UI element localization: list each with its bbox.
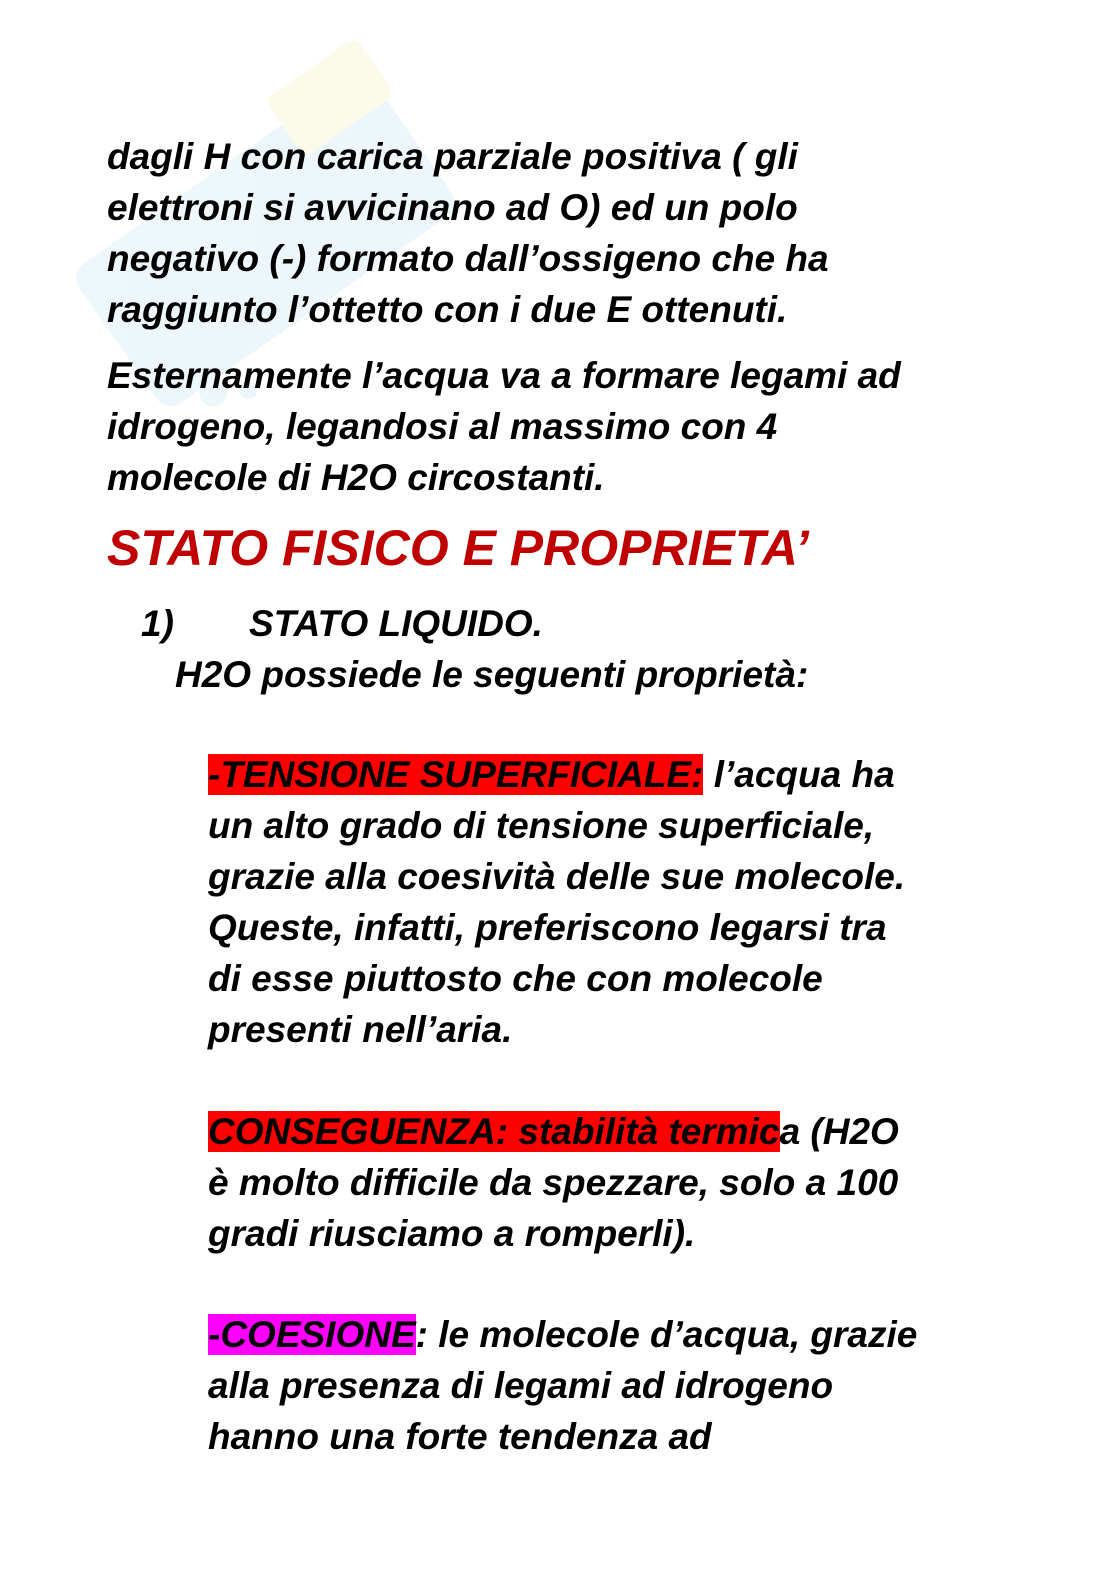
surface-tension-line: presenti nell’aria. xyxy=(208,1009,513,1050)
surface-tension-block xyxy=(208,749,1068,1055)
consequence-line-rest: a (H2O xyxy=(779,1111,899,1152)
surface-tension-line: un alto grado di tensione superficiale, xyxy=(208,805,875,846)
cohesion-first-line xyxy=(208,1309,1068,1360)
cohesion-line: hanno una forte tendenza ad xyxy=(208,1416,712,1457)
consequence-first-line xyxy=(208,1106,1068,1157)
consequence-line: è molto difficile da spezzare, solo a 100 xyxy=(208,1162,899,1203)
cohesion-block xyxy=(208,1309,1068,1462)
surface-tension-line: Queste, infatti, preferiscono legarsi tra xyxy=(208,907,887,948)
surface-tension-line: grazie alla coesività delle sue molecole. xyxy=(208,856,906,897)
list-number: 1) xyxy=(141,603,174,644)
surface-tension-line-rest: l’acqua ha xyxy=(703,754,895,795)
list-title: STATO LIQUIDO. xyxy=(249,603,543,644)
consequence-line: gradi riusciamo a romperli). xyxy=(208,1213,696,1254)
consequence-block xyxy=(208,1106,1068,1259)
paragraph-dipole: dagli H con carica parziale positiva ( gli elettroni si avvicinano ad O) ed un polo negativo (-) formato dall’ossigeno che ha raggiunto l’ottetto con i due E ottenuti. xyxy=(107,136,829,330)
cohesion-line: alla presenza di legami ad idrogeno xyxy=(208,1365,834,1406)
surface-tension-line: di esse piuttosto che con molecole xyxy=(208,958,823,999)
consequence-term: CONSEGUENZA: stabilità termic xyxy=(208,1111,780,1152)
properties-intro: H2O possiede le seguenti proprietà: xyxy=(175,654,809,695)
cohesion-line-rest: : le molecole d’acqua, grazie xyxy=(415,1314,918,1355)
cohesion-term: -COESIONE xyxy=(208,1314,416,1355)
section-heading: STATO FISICO E PROPRIETA’ xyxy=(107,520,809,576)
paragraph-hydrogen-bonds: Esternamente l’acqua va a formare legami ad idrogeno, legandosi al massimo con 4 molecole di H2O circostanti. xyxy=(107,355,901,498)
surface-tension-term: -TENSIONE SUPERFICIALE: xyxy=(208,754,704,795)
surface-tension-first-line xyxy=(208,749,1068,800)
